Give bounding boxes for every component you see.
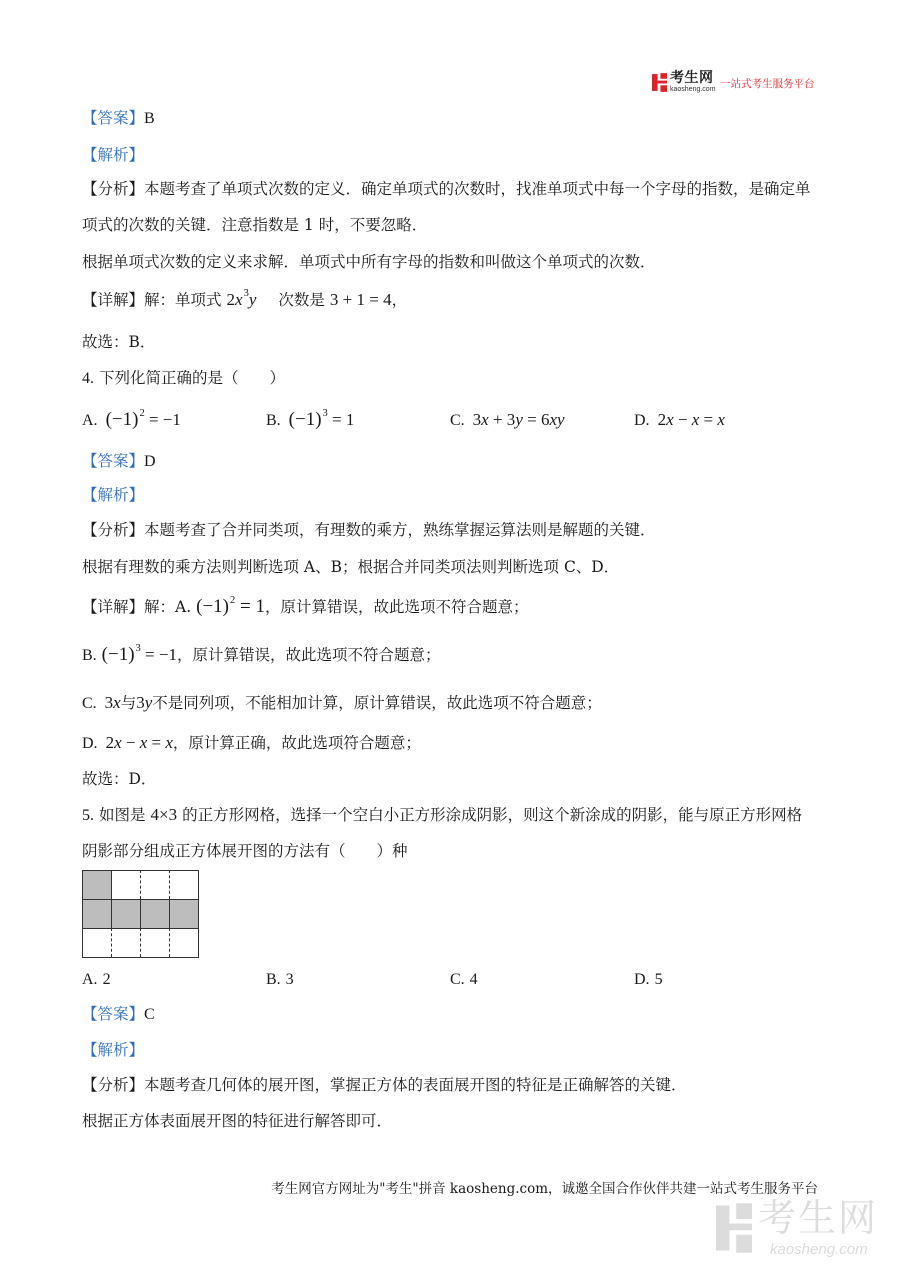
detail-label: 【详解】 [82,291,145,309]
option-letter: D. [634,971,650,988]
explain-label: 【解析】 [82,486,145,504]
option-letter: B. [266,971,281,988]
q3-method-line [82,250,822,274]
math-base: (−1) [101,644,135,665]
q4-detail-b-line [82,643,822,667]
math-term: 3y [136,693,153,712]
math-rest: = 1 [235,596,265,617]
math-exponent: 3 [135,643,141,654]
detail-text: 不是同列项，不能相加计算，原计算错误，故此选项不符合题意； [152,694,602,712]
q5-option-d [634,967,663,991]
q5-option-b [266,967,294,991]
grid-figure [82,870,199,958]
math-exponent: 3 [243,288,249,299]
math-exponent: 2 [139,408,145,419]
logo-icon-part [730,1224,753,1231]
grid-cell-r1-c3-blank [140,870,169,899]
logo-name: 考生网 [670,70,714,86]
q4-detail-a-line [82,595,822,619]
answer-value: D [144,453,156,470]
grid-cell-r3-c2-blank [111,928,140,957]
grid-cell-r3-c1-blank [82,928,111,957]
question-number: 5. [82,807,94,824]
question-stem: 下列化简正确的是（ ） [99,369,286,387]
q3-analysis-line-2 [82,213,822,237]
option-letter: A. [82,412,98,429]
math-rest: = −1 [140,645,177,664]
method-text: 根据单项式次数的定义来求解．单项式中所有字母的指数和叫做这个单项式的次数． [82,253,656,271]
logo-icon-part [736,1203,752,1219]
detail-text: 次数是 [278,291,325,309]
answer-value: B [144,110,155,127]
q4-stem-line [82,366,822,390]
option-value: 5 [654,971,663,988]
grid-cell-r2-c2-shaded [111,899,140,928]
math-exponent: 3 [322,408,328,419]
q3-explain-line [82,143,822,167]
q5-option-c [450,967,478,991]
explain-label: 【解析】 [82,146,145,164]
math-monomial-tail: y [248,290,257,309]
question-stem: 如图是 [99,806,146,824]
answer-label: 【答案】 [82,109,145,127]
q4-method-line [82,555,822,579]
explain-label: 【解析】 [82,1041,145,1059]
q4-choice-line [82,767,822,791]
kaosheng-logo-icon [652,73,667,92]
q4-option-d [634,408,725,432]
page-footer: 考生网官方网址为"考生"拼音 kaosheng.com，诚邀全国合作伙伴共建一站式考生服务平台 [271,1181,818,1197]
q3-answer-line [82,106,822,130]
logo-icon-part [658,81,667,84]
math-expression: 2x − x = x [105,733,173,752]
math-term: 3x [104,693,121,712]
option-letter: C. [450,412,465,429]
grid-cell-r3-c4-blank [169,928,198,957]
grid-cell-r2-c4-shaded [169,899,198,928]
q5-options [82,967,822,991]
q4-explain-line [82,483,822,507]
q4-analysis-line [82,518,822,542]
detail-text: ，原计算错误，故此选项不符合题意； [264,598,529,616]
answer-value: C [144,1006,155,1023]
grid-cell-r1-c1-shaded [82,870,111,899]
grid-cell-r3-c3-blank [140,928,169,957]
analysis-text: 项式的次数的关键．注意指数是 1 时，不要忽略． [82,216,428,234]
question-stem: 的正方形网格，选择一个空白小正方形涂成阴影，则这个新涂成的阴影，能与原正方形网格 [182,806,803,824]
q4-answer-line [82,449,822,473]
option-letter: D. [634,412,650,429]
math-rest: = 1 [327,410,355,429]
question-number: 4. [82,370,94,387]
detail-text: ，原计算正确，故此选项符合题意； [172,734,421,752]
option-value: 4 [469,971,478,988]
header-logo [652,70,822,96]
math-base: (−1) [288,409,322,430]
q5-option-a [82,967,111,991]
grid-cell-r1-c4-blank [169,870,198,899]
analysis-text: 本题考查几何体的展开图，掌握正方体的表面展开图的特征是正确解答的关键． [144,1076,687,1094]
option-letter: C. [82,695,97,712]
math-rest: = −1 [144,410,181,429]
method-text: 根据正方体表面展开图的特征进行解答即可． [82,1112,393,1130]
logo-domain: kaosheng.com [670,86,716,93]
logo-icon-part [660,73,667,79]
method-text: 根据有理数的乘方法则判断选项 A、B；根据合并同类项法则判断选项 C、D． [82,558,620,576]
analysis-label: 【分析】 [82,1076,145,1094]
q3-choice-line [82,330,822,354]
math-expression: 2x − x = x [657,410,725,429]
q4-detail-d-line [82,731,822,755]
q5-stem-line-2 [82,839,822,863]
q4-option-c [450,408,565,432]
math-base: (−1) [196,596,230,617]
choice-text: 故选：B． [82,333,156,351]
analysis-label: 【分析】 [82,521,145,539]
q3-detail-line [82,288,822,312]
detail-text: 解：单项式 [144,291,222,309]
math-grid-size: 4×3 [150,805,178,824]
q3-analysis-line-1 [82,177,822,201]
option-letter: A. [82,971,98,988]
logo-icon-part [736,1235,752,1253]
logo-icon-part [660,85,667,92]
logo-slogan: 一站式考生服务平台 [720,78,815,90]
analysis-text: 本题考查了合并同类项，有理数的乘方，熟练掌握运算法则是解题的关键． [144,521,656,539]
math-expression: 3x + 3y = 6xy [472,410,565,429]
q5-stem-line-1 [82,803,822,827]
choice-text: 故选：D． [82,770,157,788]
watermark-logo [714,1196,884,1262]
detail-label: 【详解】 [82,598,145,616]
watermark-name: 考生网 [758,1196,879,1240]
q5-analysis-line [82,1073,822,1097]
q5-explain-line [82,1038,822,1062]
analysis-text: 本题考查了单项式次数的定义．确定单项式的次数时，找准单项式中每一个字母的指数，是确定单 [144,180,811,198]
math-exponent: 2 [230,595,236,606]
option-letter: C. [450,971,465,988]
q4-detail-c-line [82,691,822,715]
detail-text: 解：A. [144,598,192,616]
q4-option-a [82,408,181,432]
q4-option-b [266,408,354,432]
detail-text: ， [391,291,408,309]
grid-cell-r2-c3-shaded [140,899,169,928]
math-monomial-base: 2x [226,290,243,309]
watermark-domain: kaosheng.com [770,1241,868,1258]
question-stem: 阴影部分组成正方体展开图的方法有（ ）种 [82,842,408,860]
answer-label: 【答案】 [82,1005,145,1023]
logo-icon-part [716,1206,730,1251]
detail-text: 与 [120,694,137,712]
option-letter: B. [82,647,97,664]
grid-cell-r2-c1-shaded [82,899,111,928]
option-letter: D. [82,735,98,752]
logo-icon-part [652,74,658,91]
detail-text: ，原计算错误，故此选项不符合题意； [176,646,441,664]
math-degree-sum: 3 + 1 = 4 [329,290,392,309]
grid-cell-r1-c2-blank [111,870,140,899]
q5-answer-line [82,1002,822,1026]
math-base: (−1) [105,409,139,430]
option-letter: B. [266,412,281,429]
answer-label: 【答案】 [82,452,145,470]
analysis-label: 【分析】 [82,180,145,198]
option-value: 2 [102,971,111,988]
option-value: 3 [285,971,294,988]
q5-method-line [82,1109,822,1133]
q4-options [82,408,822,432]
kaosheng-logo-icon [716,1203,752,1253]
